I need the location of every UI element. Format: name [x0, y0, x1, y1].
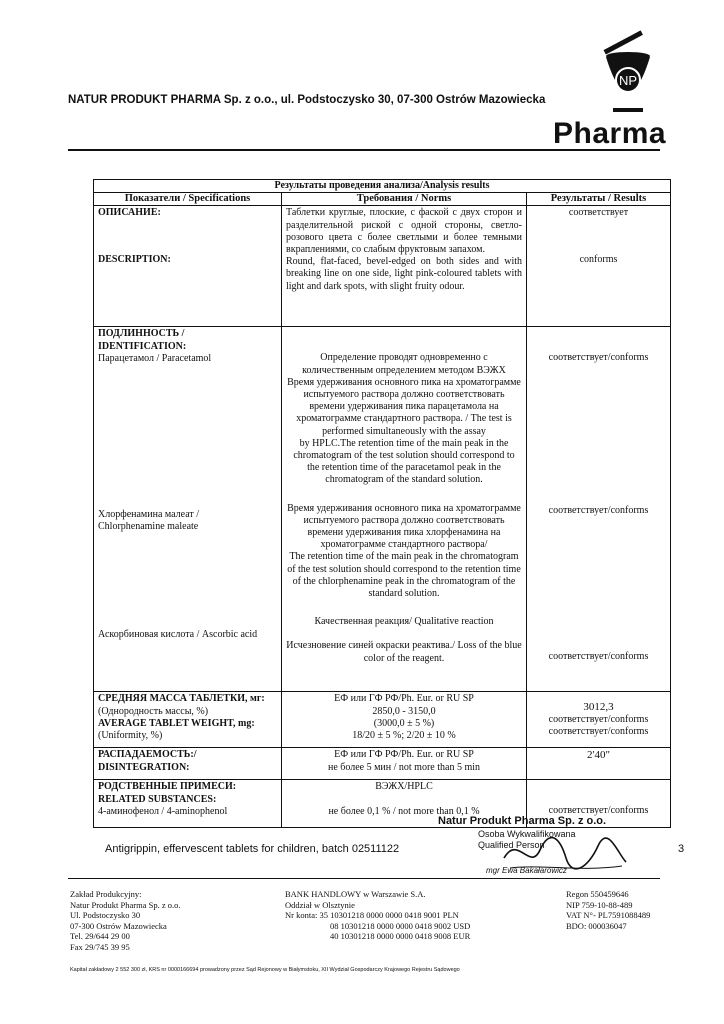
result-weight-2: соответствует/conforms: [548, 713, 649, 725]
result-weight-value: 3012,3: [583, 701, 614, 714]
footer-text: Oddział w Olsztynie: [285, 899, 355, 910]
footer-text: Nr konta: 35 10301218 0000 0000 0418 9001 PLN: [285, 910, 459, 920]
spec-weight-ru-2: (Однородность массы, %): [98, 705, 209, 717]
footer-text: 40 10301218 0000 0000 0418 9008 EUR: [330, 931, 471, 941]
footer-company-info: [70, 889, 181, 952]
table-row: [94, 206, 671, 327]
spec-chlorphenamine: Хлорфенамина малеат / Chlorphenamine maleate: [98, 509, 200, 533]
norm-disintegration-2: не более 5 мин / not more than 5 min: [327, 761, 481, 773]
table-row: [94, 692, 671, 748]
signature-name: mgr Ewa Bakałarowicz: [486, 866, 567, 875]
analysis-results-table: [93, 179, 671, 828]
footer-text: VAT N°- PL7591088489: [566, 910, 651, 920]
column-header-norms: Требования / Norms: [282, 193, 527, 206]
product-batch-line: Antigrippin, effervescent tablets for children, batch 02511122: [105, 843, 400, 855]
norm-weight-3: (3000,0 ± 5 %): [373, 717, 435, 729]
table-row: [94, 748, 671, 780]
table-title: Результаты проведения анализа/Analysis results: [94, 180, 671, 193]
norm-paracetamol: Определение проводят одновременно с количественным определением методом ВЭЖХ Время удерживания основного пика на хроматограмме испытуемого раствора должно соответствовать времени удерживания пика парацетамола на хроматограмме стандартного раствора. / The test is performed simultaneously with the assay by HPLC.The retention time of the main peak in the chromatogram of the test solution should correspond to the retention time of the paracetamol peak in the chromatogram of the standard solution.: [287, 352, 521, 486]
spec-aminophenol: 4-аминофенол / 4-aminophenol: [98, 805, 228, 817]
result-impurities: соответствует/conforms: [548, 805, 649, 817]
table-row: [94, 327, 671, 692]
footer-text: NIP 759-10-88-489: [566, 899, 633, 910]
footer-text: Ul. Podstoczysko 30: [70, 910, 141, 920]
result-chlorphenamine: соответствует/conforms: [548, 504, 649, 516]
result-description-ru: соответствует: [568, 207, 629, 219]
footer-text: Fax 29/745 39 95: [70, 941, 130, 952]
spec-disintegration-ru: РАСПАДАЕМОСТЬ:/: [98, 749, 197, 761]
logo-initials: NP: [618, 73, 638, 88]
signature-role-en: Qualified Person: [478, 840, 545, 850]
footer-fine-print: Kapitał zakładowy 2 552 300 zł, KRS nr 0000166694 prowadzony przez Sąd Rejonowy w Białymstoku, XII Wydział Gospodarczy Krajowego Rejestru Sądowego: [70, 967, 460, 973]
spec-impurities-ru: РОДСТВЕННЫЕ ПРИМЕСИ:: [98, 781, 237, 793]
norm-weight-2: 2850,0 - 3150,0: [372, 705, 436, 717]
footer-text: BDO: 000036047: [566, 920, 627, 931]
norm-weight-1: ЕФ или ГФ РФ/Ph. Eur. or RU SP: [334, 693, 474, 705]
norm-ascorbic-acid-2: Исчезновение синей окраски реактива./ Loss of the blue color of the reagent.: [286, 640, 522, 664]
result-paracetamol: соответствует/conforms: [548, 352, 649, 364]
norm-description: Таблетки круглые, плоские, с фаской с двух сторон и разделительной риской с одной стороны, светло-розового цвета с более светлыми и более темными вкраплениями, со слабым фруктовым запахом. Round, flat-faced, bevel-edged on both sides and with breaking line on one side, light pink-coloured tablets with light and dark spots, with slight fruity odour.: [286, 207, 522, 292]
logo-brand-text: Pharma: [553, 117, 667, 150]
spec-identification-en: IDENTIFICATION:: [98, 340, 187, 352]
norm-disintegration-1: ЕФ или ГФ РФ/Ph. Eur. or RU SP: [334, 749, 474, 761]
result-weight-3: соответствует/conforms: [548, 725, 649, 737]
norm-ascorbic-acid: Качественная реакция/ Qualitative reaction: [314, 616, 494, 628]
footer-text: 07-300 Ostrów Mazowiecka: [70, 920, 167, 931]
footer-bank-info: [285, 889, 470, 942]
page-number: 3: [678, 843, 685, 855]
column-header-specifications: Показатели / Specifications: [94, 193, 282, 206]
footer-text: Tel. 29/644 29 00: [70, 931, 130, 941]
footer-text: BANK HANDLOWY w Warszawie S.A.: [285, 889, 426, 899]
spec-description-en: DESCRIPTION:: [98, 253, 171, 265]
result-disintegration: 2'40": [587, 749, 610, 762]
signature-company: Natur Produkt Pharma Sp. z o.o.: [438, 815, 607, 827]
spec-weight-en: AVERAGE TABLET WEIGHT, mg:: [98, 717, 255, 729]
spec-ascorbic-acid: Аскорбиновая кислота / Ascorbic acid: [98, 629, 258, 641]
company-address: NATUR PRODUKT PHARMA Sp. z o.o., ul. Podstoczysko 30, 07-300 Ostrów Mazowiecka: [68, 94, 546, 106]
spec-weight-ru: СРЕДНЯЯ МАССА ТАБЛЕТКИ, мг:: [98, 693, 265, 705]
norm-chlorphenamine: Время удерживания основного пика на хроматограмме испытуемого раствора должно соответствовать времени удерживания пика хлорфенамина на хроматограмме стандартного раствора/ The retention time of the main peak in the chromatogram of the test solution should correspond to the retention time of the chlorphenamine peak in the chromatogram of the standard solution.: [287, 502, 521, 600]
norm-impurities-2: не более 0,1 % / not more than 0,1 %: [328, 805, 480, 817]
result-ascorbic-acid: соответствует/conforms: [548, 650, 649, 662]
column-header-results: Результаты / Results: [527, 193, 671, 206]
header-divider: [68, 149, 660, 151]
footer-text: Zakład Produkcyjny:: [70, 889, 142, 899]
signature-role-pl: Osoba Wykwalifikowana: [478, 829, 576, 839]
footer-registration-info: [566, 889, 650, 931]
footer-text: Regon 550459646: [566, 889, 629, 899]
footer-text: Natur Produkt Pharma Sp. z o.o.: [70, 899, 181, 910]
spec-identification-ru: ПОДЛИННОСТЬ /: [98, 328, 185, 340]
footer-text: 08 10301218 0000 0000 0418 9002 USD: [330, 920, 471, 931]
norm-impurities-1: ВЭЖХ/HPLC: [375, 781, 433, 793]
footer-divider: [68, 878, 660, 879]
norm-weight-4: 18/20 ± 5 %; 2/20 ± 10 %: [352, 730, 456, 742]
spec-weight-en-2: (Uniformity, %): [98, 730, 163, 742]
spec-paracetamol: Парацетамол / Paracetamol: [98, 352, 212, 364]
spec-disintegration-en: DISINTEGRATION:: [98, 761, 190, 773]
result-description-en: conforms: [579, 253, 618, 265]
spec-impurities-en: RELATED SUBSTANCES:: [98, 793, 217, 805]
spec-description-ru: ОПИСАНИЕ:: [98, 207, 161, 219]
